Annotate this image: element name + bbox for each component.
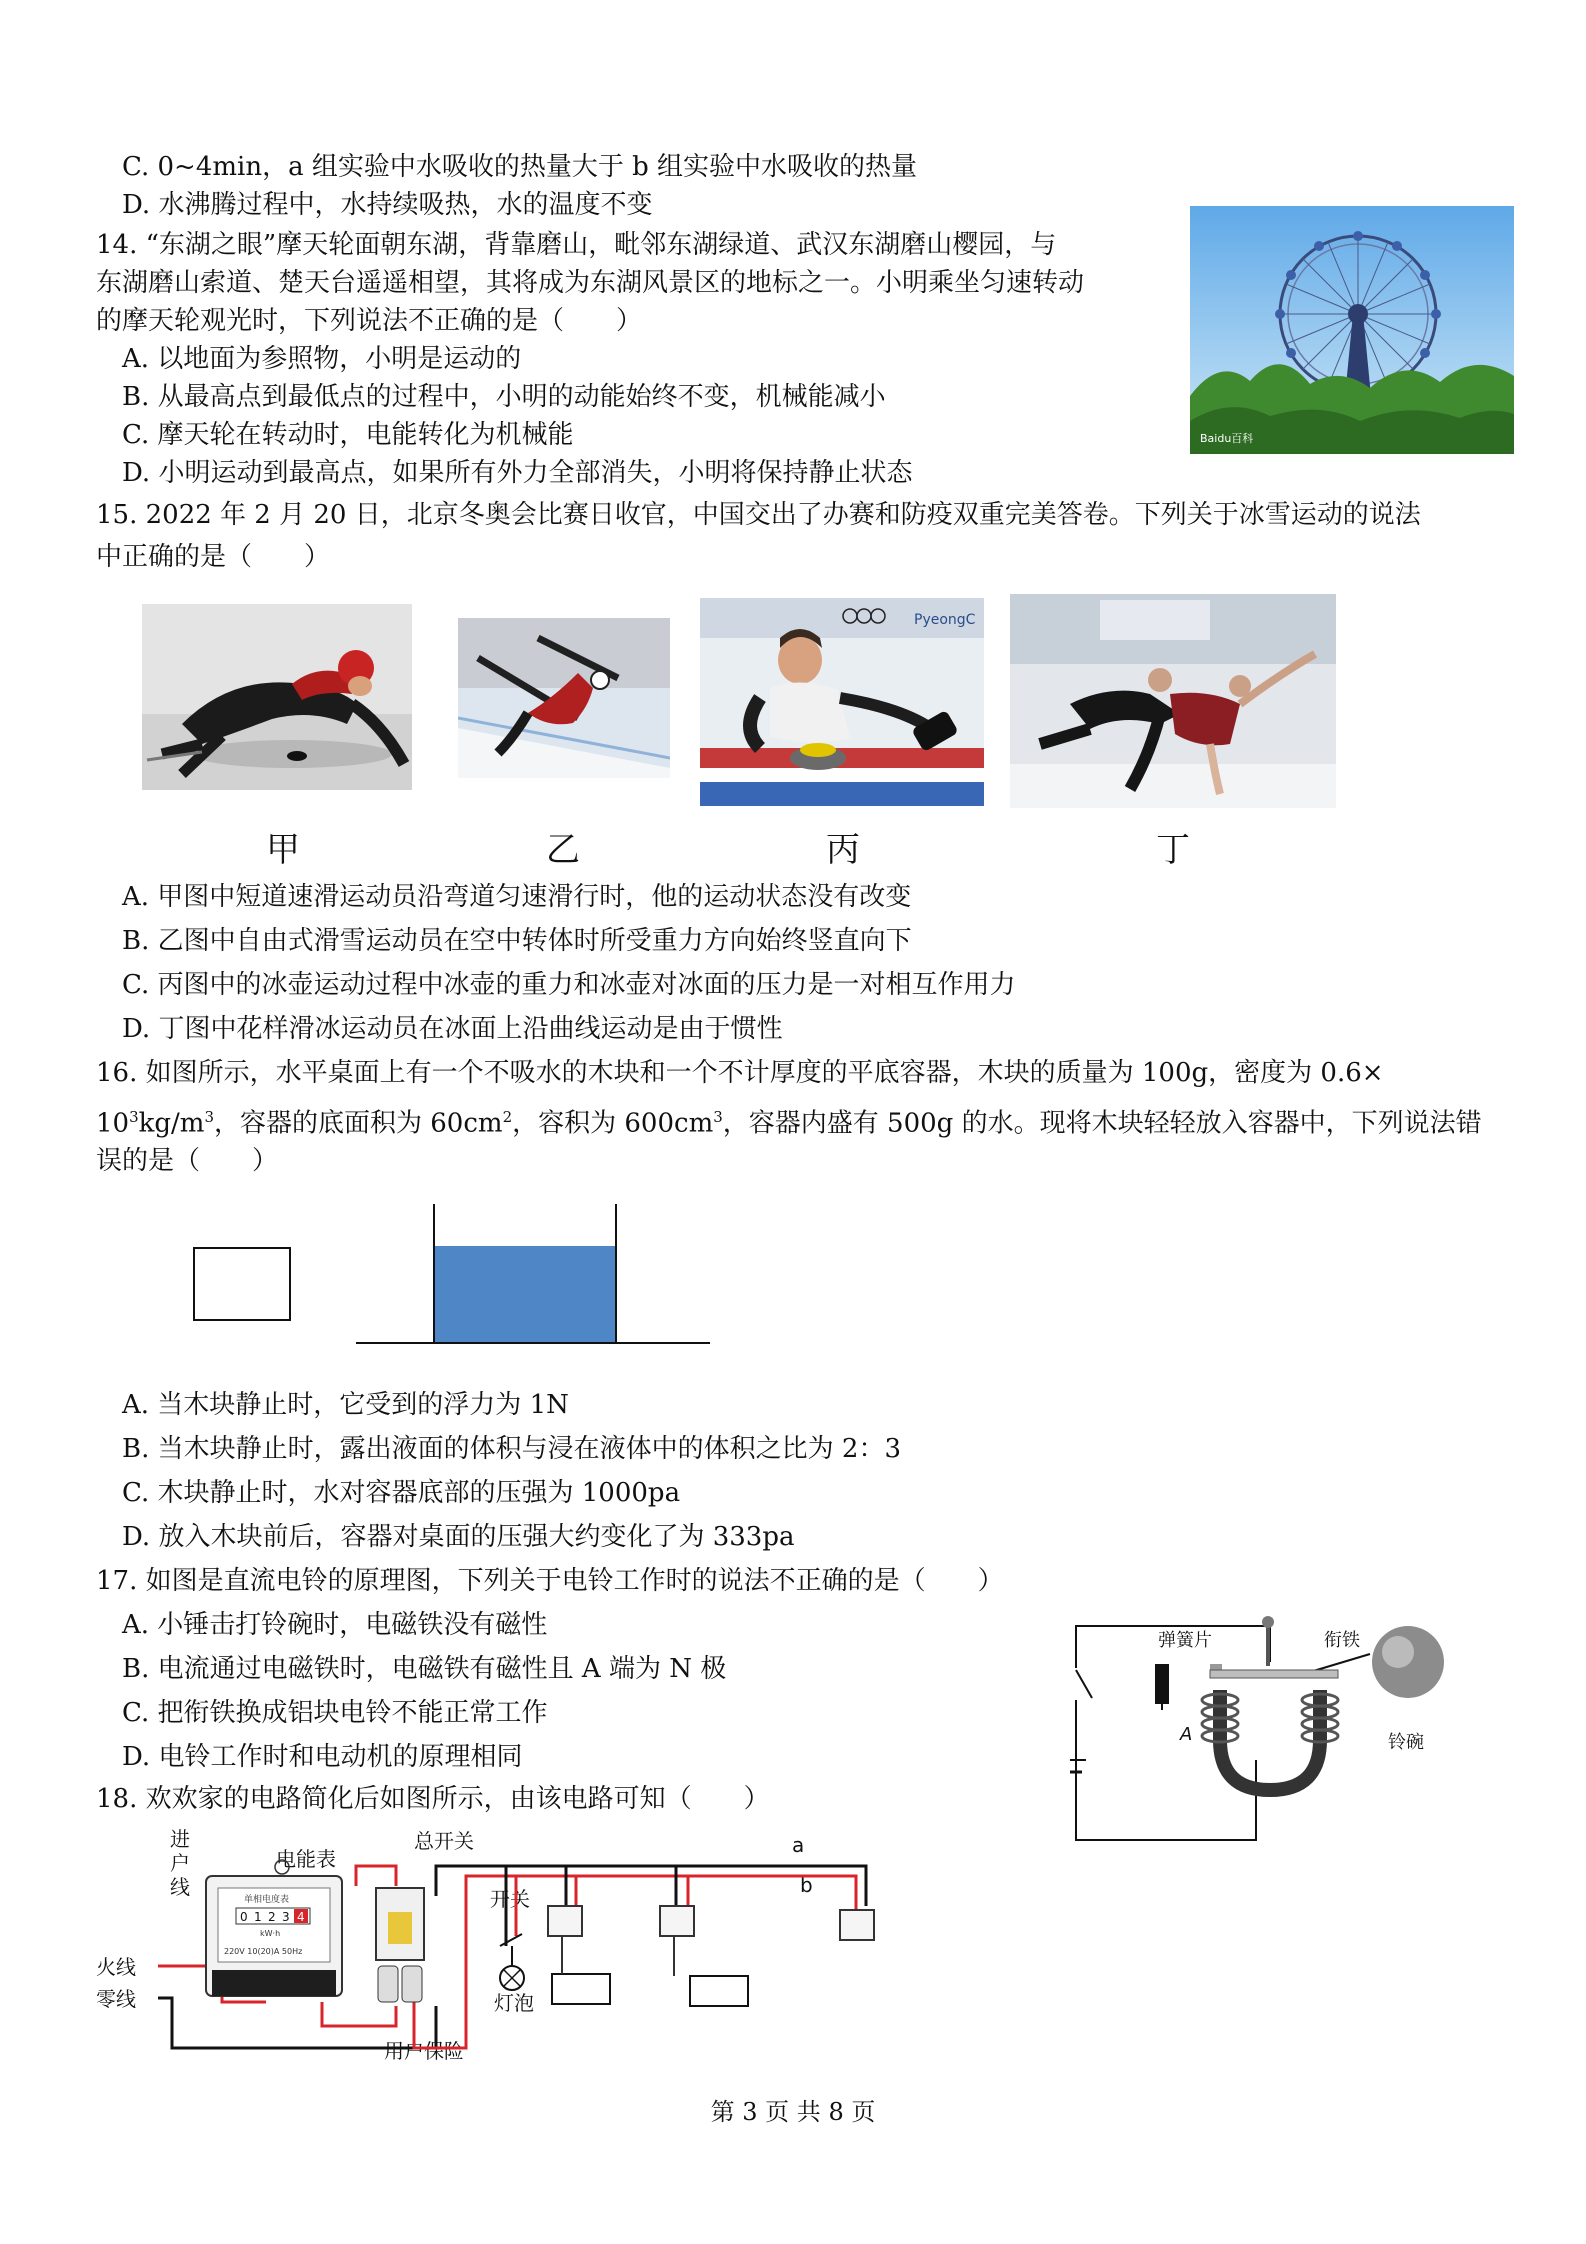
meter-unit: kW·h [260, 1929, 281, 1938]
water-in-container [435, 1246, 615, 1342]
figure-skating-photo [1010, 594, 1336, 808]
armature [1210, 1670, 1338, 1678]
q16-l2-c: ，容器的底面积为 60cm [214, 1108, 503, 1139]
label-bell-bowl: 铃碗 [1388, 1732, 1424, 1753]
q16-l2-e: ，容器内盛有 500g 的水。现将木块轻轻放入容器中，下列说法错 [722, 1108, 1482, 1139]
q16-option-a: A. 当木块静止时，它受到的浮力为 1N [122, 1390, 569, 1420]
q17-option-c: C. 把衔铁换成铝块电铃不能正常工作 [122, 1698, 548, 1728]
q16-l2-b: kg/m [138, 1108, 205, 1139]
socket-2 [660, 1906, 694, 1936]
meter-digit-1: 1 [254, 1910, 262, 1924]
label-user-fuse: 用户保险 [384, 2039, 464, 2063]
q15-option-d: D. 丁图中花样滑冰运动员在冰面上沿曲线运动是由于惯性 [122, 1014, 783, 1044]
q16-l2-sup1: 3 [129, 1108, 139, 1126]
label-armature: 衔铁 [1324, 1630, 1360, 1651]
caption-bing: 丙 [826, 830, 860, 870]
electric-bell-diagram [1070, 1600, 1450, 1850]
q17-option-a: A. 小锤击打铃碗时，电磁铁没有磁性 [122, 1610, 548, 1640]
q17-option-d: D. 电铃工作时和电动机的原理相同 [122, 1742, 523, 1772]
meter-digit-2: 2 [268, 1910, 276, 1924]
page-footer: 第 3 页 共 8 页 [710, 2098, 876, 2126]
q17-option-b: B. 电流通过电磁铁时，电磁铁有磁性且 A 端为 N 极 [122, 1654, 727, 1684]
q15-option-c: C. 丙图中的冰壶运动过程中冰壶的重力和冰壶对冰面的压力是一对相互作用力 [122, 970, 1016, 1000]
q16-option-c: C. 木块静止时，水对容器底部的压强为 1000pa [122, 1478, 681, 1508]
desk-lamp-box [690, 1976, 748, 2006]
q18-stem: 18. 欢欢家的电路简化后如图所示，由该电路可知（ ） [96, 1784, 770, 1814]
curling-photo [700, 598, 984, 806]
q14-stem-line2: 东湖磨山索道、楚天台遥遥相望，其将成为东湖风景区的地标之一。小明乘坐匀速转动 [96, 268, 1085, 298]
meter-digit-4: 4 [297, 1910, 305, 1924]
q15-stem-line1: 15. 2022 年 2 月 20 日，北京冬奥会比赛日收官，中国交出了办赛和防疫双重完美答卷。下列关于冰雪运动的说法 [96, 500, 1421, 530]
q15-stem-line2: 中正确的是（ ） [96, 542, 331, 572]
curling-banner-text: PyeongC [914, 612, 976, 628]
q16-l2-d: ，容积为 600cm [512, 1108, 714, 1139]
label-wire-a: a [792, 1833, 805, 1857]
socket-3 [840, 1910, 874, 1940]
meter-spec: 220V 10(20)A 50Hz [224, 1947, 303, 1956]
q16-stem-line1: 16. 如图所示，水平桌面上有一个不吸水的木块和一个不计厚度的平底容器，木块的质量为 100g，密度为 0.6× [96, 1058, 1384, 1088]
label-end-a: A [1180, 1724, 1193, 1745]
label-switch: 开关 [490, 1887, 530, 1911]
ferris-photo-watermark: Baidu百科 [1200, 432, 1254, 445]
wood-block [194, 1248, 290, 1320]
q14-option-a: A. 以地面为参照物，小明是运动的 [122, 344, 522, 374]
label-spring-plate: 弹簧片 [1158, 1630, 1212, 1651]
q13-option-d: D. 水沸腾过程中，水持续吸热，水的温度不变 [122, 190, 653, 220]
q16-option-d: D. 放入木块前后，容器对桌面的压强大约变化了为 333pa [122, 1522, 795, 1552]
caption-jia: 甲 [266, 830, 300, 870]
caption-ding: 丁 [1156, 830, 1190, 870]
label-main-switch: 总开关 [414, 1829, 474, 1853]
speed-skating-photo [142, 604, 412, 790]
q17-stem: 17. 如图是直流电铃的原理图，下列关于电铃工作时的说法不正确的是（ ） [96, 1566, 1004, 1596]
meter-digit-3: 3 [282, 1910, 290, 1924]
ferris-wheel-photo [1190, 206, 1514, 454]
caption-yi: 乙 [546, 830, 580, 870]
spring-contact [1155, 1664, 1169, 1704]
household-circuit-diagram [96, 1826, 896, 2076]
q14-stem-line3: 的摩天轮观光时，下列说法不正确的是（ ） [96, 306, 643, 336]
q16-l2-sup2: 3 [204, 1108, 214, 1126]
label-neutral-wire: 零线 [96, 1987, 136, 2011]
q16-l2-sup3: 2 [502, 1108, 513, 1126]
q16-option-b: B. 当木块静止时，露出液面的体积与浸在液体中的体积之比为 2：3 [122, 1434, 901, 1464]
socket-1 [548, 1906, 582, 1936]
q13-option-c: C. 0~4min，a 组实验中水吸收的热量大于 b 组实验中水吸收的热量 [122, 152, 918, 182]
q15-option-b: B. 乙图中自由式滑雪运动员在空中转体时所受重力方向始终竖直向下 [122, 926, 912, 956]
meter-title: 单相电度表 [244, 1895, 290, 1905]
label-in-3: 线 [170, 1875, 190, 1899]
label-meter: 电能表 [276, 1847, 336, 1871]
label-live-wire: 火线 [96, 1955, 136, 1979]
q14-option-b: B. 从最高点到最低点的过程中，小明的动能始终不变，机械能减小 [122, 382, 886, 412]
q16-l2-a: 10 [96, 1108, 130, 1139]
q16-stem-line2 [96, 1098, 1482, 1143]
q16-l2-sup4: 3 [713, 1108, 723, 1126]
q14-option-d: D. 小明运动到最高点，如果所有外力全部消失，小明将保持静止状态 [122, 458, 913, 488]
q15-option-a: A. 甲图中短道速滑运动员沿弯道匀速滑行时，他的运动状态没有改变 [122, 882, 912, 912]
block-container-diagram [180, 1200, 720, 1350]
q14-stem-line1: 14. “东湖之眼”摩天轮面朝东湖，背靠磨山，毗邻东湖绿道、武汉东湖磨山樱园，与 [96, 230, 1057, 260]
tv-box [552, 1974, 610, 2004]
label-in-1: 进 [170, 1827, 190, 1851]
label-bulb: 灯泡 [494, 1991, 534, 2015]
q16-stem-line3: 误的是（ ） [96, 1146, 279, 1176]
freestyle-skiing-photo [458, 618, 670, 778]
meter-digit-0: 0 [240, 1910, 248, 1924]
q14-option-c: C. 摩天轮在转动时，电能转化为机械能 [122, 420, 574, 450]
label-wire-b: b [800, 1873, 813, 1897]
label-in-2: 户 [170, 1851, 190, 1875]
